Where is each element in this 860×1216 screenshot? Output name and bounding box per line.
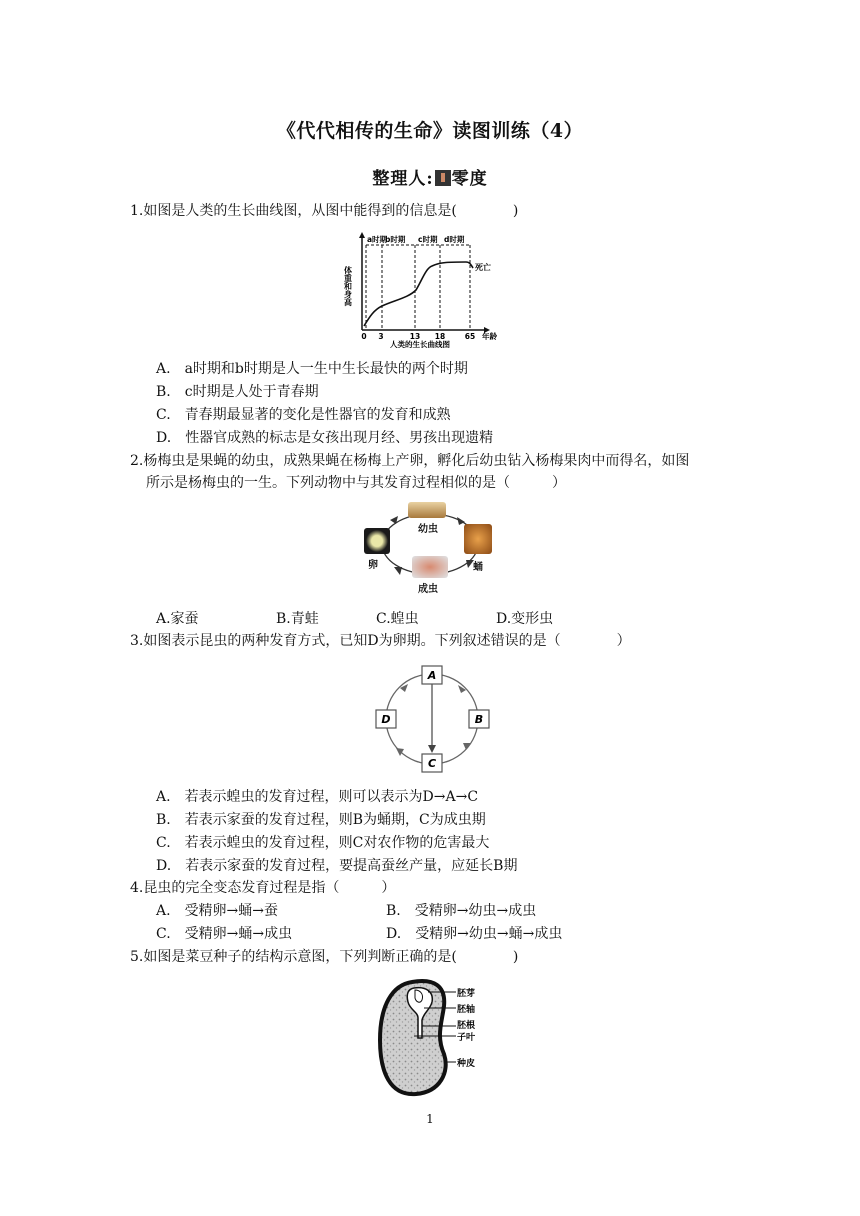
period-d-label: d时期 <box>444 235 465 244</box>
larva-label: 幼虫 <box>418 524 438 535</box>
node-d: D <box>381 713 391 726</box>
q4-option-a: A. 受精卵→蛹→蚕 <box>156 903 279 919</box>
hypocotyl-label: 胚轴 <box>457 1005 476 1015</box>
question-5-stem: 5.如图是菜豆种子的结构示意图，下列判断正确的是( ) <box>130 949 519 965</box>
question-1-stem: 1.如图是人类的生长曲线图，从图中能得到的信息是( ) <box>130 203 519 219</box>
figure-caption: 人类的生长曲线图 <box>390 340 450 348</box>
question-4-stem: 4.昆虫的完全变态发育过程是指（ ） <box>130 880 396 896</box>
radicle-label: 胚根 <box>457 1021 476 1031</box>
q3-option-c: C. 若表示蝗虫的发育过程，则C对农作物的危害最大 <box>156 835 490 851</box>
author-logo-icon <box>435 170 451 186</box>
growth-curve-figure <box>340 228 520 348</box>
death-label: 死亡 <box>475 263 491 272</box>
q3-option-b: B. 若表示家蚕的发育过程，则B为蛹期，C为成虫期 <box>156 812 486 828</box>
egg-image <box>364 528 390 554</box>
question-2-stem-line2: 所示是杨梅虫的一生。下列动物中与其发育过程相似的是（ ） <box>146 475 566 491</box>
q4-option-c: C. 受精卵→蛹→成虫 <box>156 926 293 942</box>
tick-13: 13 <box>409 332 421 341</box>
question-2-stem-line1: 2.杨梅虫是果蝇的幼虫，成熟果蝇在杨梅上产卵，孵化后幼虫钻入杨梅果肉中而得名，如图 <box>130 453 690 469</box>
adult-fly-image <box>412 556 448 578</box>
page-number: 1 <box>426 1112 434 1126</box>
plumule-label: 胚芽 <box>457 989 476 999</box>
tick-3: 3 <box>378 332 384 341</box>
tick-0: 0 <box>361 332 367 341</box>
q2-option-c: C.蝗虫 <box>376 611 419 627</box>
tick-65: 65 <box>464 332 476 341</box>
fly-lifecycle-figure <box>360 500 500 600</box>
q4-option-b: B. 受精卵→幼虫→成虫 <box>386 903 537 919</box>
author-name: 零度 <box>451 169 488 189</box>
q4-option-d: D. 受精卵→幼虫→蛹→成虫 <box>386 926 563 942</box>
period-c-label: c时期 <box>418 235 438 244</box>
node-b: B <box>474 713 484 726</box>
q3-option-d: D. 若表示家蚕的发育过程，要提高蚕丝产量，应延长B期 <box>156 858 518 874</box>
pupa-label: 蛹 <box>473 562 483 573</box>
cotyledon-label: 子叶 <box>457 1033 476 1043</box>
q2-option-d: D.变形虫 <box>496 611 554 627</box>
q3-option-a: A. 若表示蝗虫的发育过程，则可以表示为D→A→C <box>156 789 479 805</box>
node-c: C <box>427 757 437 770</box>
pupa-image <box>464 524 492 554</box>
q1-option-c: C. 青春期最显著的变化是性器官的发育和成熟 <box>156 407 451 423</box>
q1-option-b: B. c时期是人处于青春期 <box>156 384 319 400</box>
author-prefix: 整理人: <box>372 169 434 189</box>
period-a-label: a时期 <box>367 235 388 244</box>
author-line <box>0 164 860 189</box>
larva-image <box>408 502 446 518</box>
seed-coat-label: 种皮 <box>457 1059 476 1069</box>
q1-option-a: A. a时期和b时期是人一生中生长最快的两个时期 <box>156 361 468 377</box>
period-b-label: b时期 <box>385 235 406 244</box>
x-axis-unit: 年龄 <box>482 332 497 341</box>
document-title: 《代代相传的生命》读图训练（4） <box>276 120 584 142</box>
y-axis-label: 体重和身高 <box>343 266 353 306</box>
growth-curve-line <box>364 262 473 326</box>
adult-label: 成虫 <box>418 584 438 595</box>
question-3-stem: 3.如图表示昆虫的两种发育方式，已知D为卵期。下列叙述错误的是（ ） <box>130 633 631 649</box>
tick-18: 18 <box>434 332 446 341</box>
bean-seed-figure <box>374 976 494 1100</box>
q2-option-a: A.家蚕 <box>156 611 199 627</box>
q2-option-b: B.青蛙 <box>276 611 319 627</box>
insect-development-cycle-figure <box>370 664 500 778</box>
node-a: A <box>427 669 437 682</box>
egg-label: 卵 <box>368 560 378 571</box>
q1-option-d: D. 性器官成熟的标志是女孩出现月经、男孩出现遗精 <box>156 430 494 446</box>
